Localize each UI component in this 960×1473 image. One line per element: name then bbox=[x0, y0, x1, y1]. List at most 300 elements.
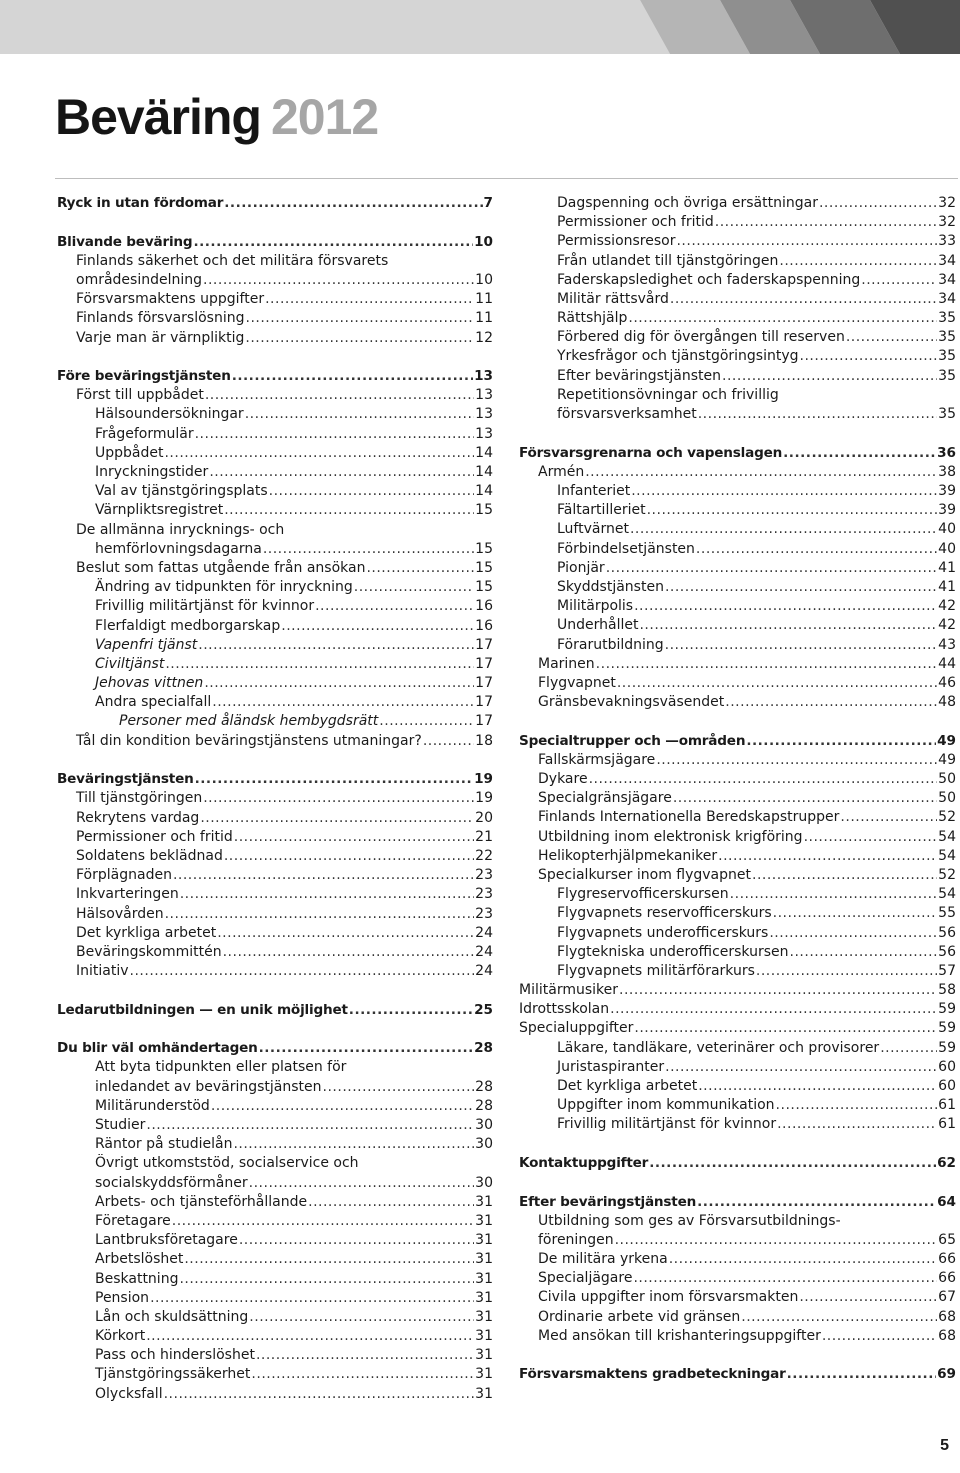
toc-entry-title: Finlands Internationella Beredskapstrupper bbox=[538, 809, 840, 826]
toc-entry-page: 13 bbox=[475, 425, 493, 442]
toc-leader-dots bbox=[639, 616, 937, 635]
toc-leader-dots bbox=[205, 386, 474, 405]
toc-entry bbox=[519, 1327, 956, 1346]
toc-entry-page: 59 bbox=[938, 1039, 956, 1056]
toc-entry bbox=[519, 789, 956, 808]
toc-entry bbox=[57, 271, 493, 290]
toc-entry-title: Flygvapnets militärförarkurs bbox=[557, 962, 755, 979]
toc-leader-dots bbox=[234, 828, 474, 847]
toc-entry-page: 46 bbox=[938, 674, 956, 691]
toc-leader-dots bbox=[150, 1289, 474, 1308]
toc-entry bbox=[519, 885, 956, 904]
toc-leader-dots bbox=[619, 981, 937, 1000]
toc-entry-page: 23 bbox=[475, 905, 493, 922]
toc-entry-page: 21 bbox=[475, 828, 493, 845]
toc-leader-dots bbox=[790, 943, 938, 962]
toc-entry-title: Militärunderstöd bbox=[95, 1097, 210, 1114]
toc-entry bbox=[519, 1308, 956, 1327]
toc-entry-page: 42 bbox=[938, 598, 956, 615]
toc-leader-dots bbox=[776, 1096, 938, 1115]
toc-entry-page: 36 bbox=[937, 444, 956, 461]
toc-entry bbox=[57, 329, 493, 348]
toc-entry-page: 17 bbox=[475, 636, 493, 653]
toc-entry-title: föreningen bbox=[538, 1231, 614, 1248]
toc-entry bbox=[519, 1077, 956, 1096]
toc-entry-page: 61 bbox=[938, 1097, 956, 1114]
toc-leader-dots bbox=[606, 559, 937, 578]
toc-entry bbox=[519, 847, 956, 866]
toc-entry-title: Flerfaldigt medborgarskap bbox=[95, 617, 281, 634]
toc-entry-page: 17 bbox=[475, 713, 493, 730]
toc-leader-dots bbox=[212, 693, 474, 712]
toc-section-heading bbox=[519, 444, 956, 463]
toc-entry bbox=[57, 1212, 493, 1231]
toc-entry bbox=[57, 1193, 493, 1212]
toc-entry bbox=[57, 1385, 493, 1404]
toc-entry bbox=[519, 808, 956, 827]
toc-entry-page: 24 bbox=[475, 943, 493, 960]
toc-entry bbox=[519, 1250, 956, 1269]
toc-entry bbox=[57, 1327, 493, 1346]
toc-entry-page: 24 bbox=[475, 924, 493, 941]
toc-entry bbox=[519, 520, 956, 539]
toc-entry-title: Efter beväringstjänsten bbox=[519, 1193, 697, 1210]
toc-entry-title: Specialuppgifter bbox=[519, 1020, 634, 1037]
toc-entry bbox=[57, 1308, 493, 1327]
toc-entry-title: Permissioner och fritid bbox=[76, 828, 233, 845]
toc-entry bbox=[57, 1154, 493, 1173]
toc-leader-dots bbox=[180, 885, 474, 904]
toc-entry-title: Flygvapnets reservofficerskurs bbox=[557, 905, 772, 922]
toc-leader-dots bbox=[349, 1001, 473, 1020]
toc-entry-title: Flygvapnet bbox=[538, 674, 616, 691]
toc-entry-page: 41 bbox=[938, 578, 956, 595]
toc-spacer bbox=[57, 751, 493, 770]
toc-leader-dots bbox=[233, 1135, 474, 1154]
toc-entry-title: Armén bbox=[538, 463, 585, 480]
toc-leader-dots bbox=[649, 1154, 936, 1173]
toc-entry-page: 35 bbox=[938, 329, 956, 346]
toc-leader-dots bbox=[730, 885, 938, 904]
toc-entry-page: 7 bbox=[483, 194, 493, 211]
toc-entry-page: 44 bbox=[938, 655, 956, 672]
toc-entry-page: 23 bbox=[475, 886, 493, 903]
toc-entry-page: 31 bbox=[475, 1308, 493, 1325]
toc-entry-page: 23 bbox=[475, 867, 493, 884]
toc-entry bbox=[519, 328, 956, 347]
toc-entry bbox=[57, 674, 493, 693]
toc-entry-title: Med ansökan till krishanteringsuppgifter bbox=[538, 1327, 821, 1344]
toc-entry-title: Blivande beväring bbox=[57, 233, 193, 250]
toc-entry-title: Yrkesfrågor och tjänstgöringsintyg bbox=[557, 348, 799, 365]
toc-entry-page: 50 bbox=[938, 790, 956, 807]
toc-entry-title: Läkare, tandläkare, veterinärer och provisorer bbox=[557, 1039, 880, 1056]
toc-entry-title: Försvarsmaktens gradbeteckningar bbox=[519, 1366, 786, 1383]
toc-entry-page: 13 bbox=[474, 368, 493, 385]
toc-entry-page: 66 bbox=[938, 1251, 956, 1268]
toc-section-heading bbox=[519, 732, 956, 751]
toc-entry-title: Flygtekniska underofficerskursen bbox=[557, 943, 789, 960]
toc-entry-title: Militär rättsvård bbox=[557, 290, 669, 307]
toc-entry-title: försvarsverksamhet bbox=[557, 406, 697, 423]
toc-entry bbox=[57, 809, 493, 828]
toc-entry bbox=[519, 578, 956, 597]
toc-leader-dots bbox=[722, 367, 937, 386]
toc-entry bbox=[57, 693, 493, 712]
toc-entry-page: 68 bbox=[938, 1308, 956, 1325]
toc-entry-title: Tjänstgöringssäkerhet bbox=[95, 1366, 251, 1383]
toc-leader-dots bbox=[585, 463, 937, 482]
toc-leader-dots bbox=[630, 520, 937, 539]
toc-entry bbox=[519, 866, 956, 885]
toc-leader-dots bbox=[239, 1231, 474, 1250]
toc-entry-page: 30 bbox=[475, 1136, 493, 1153]
toc-entry-title: Uppgifter inom kommunikation bbox=[557, 1097, 775, 1114]
toc-leader-dots bbox=[146, 1327, 474, 1346]
toc-entry-page: 19 bbox=[474, 771, 493, 788]
toc-entry-page: 34 bbox=[938, 252, 956, 269]
toc-entry bbox=[57, 1231, 493, 1250]
toc-entry bbox=[519, 194, 956, 213]
toc-entry-page: 59 bbox=[938, 1020, 956, 1037]
toc-entry bbox=[519, 1289, 956, 1308]
toc-entry bbox=[57, 847, 493, 866]
toc-entry bbox=[57, 425, 493, 444]
toc-entry-title: Förarutbildning bbox=[557, 636, 664, 653]
toc-entry bbox=[57, 597, 493, 616]
toc-entry-page: 58 bbox=[938, 982, 956, 999]
toc-entry bbox=[57, 1270, 493, 1289]
toc-leader-dots bbox=[224, 501, 474, 520]
toc-entry bbox=[57, 1097, 493, 1116]
toc-leader-dots bbox=[698, 1077, 937, 1096]
toc-entry bbox=[519, 309, 956, 328]
toc-entry-title: Till tjänstgöringen bbox=[76, 790, 203, 807]
toc-entry-page: 30 bbox=[475, 1174, 493, 1191]
toc-entry bbox=[519, 1019, 956, 1038]
toc-entry-page: 20 bbox=[475, 809, 493, 826]
toc-section-heading bbox=[519, 1193, 956, 1212]
toc-entry bbox=[519, 904, 956, 923]
toc-entry-page: 28 bbox=[475, 1097, 493, 1114]
toc-entry-title: Beväringstjänsten bbox=[57, 771, 194, 788]
toc-entry-title: Specialgränsjägare bbox=[538, 790, 672, 807]
toc-entry-page: 54 bbox=[938, 847, 956, 864]
toc-leader-dots bbox=[195, 425, 475, 444]
toc-leader-dots bbox=[676, 232, 937, 251]
toc-entry-page: 33 bbox=[938, 233, 956, 250]
toc-entry-page: 31 bbox=[475, 1193, 493, 1210]
toc-leader-dots bbox=[610, 1000, 937, 1019]
toc-entry-page: 42 bbox=[938, 617, 956, 634]
toc-entry-page: 54 bbox=[938, 886, 956, 903]
toc-leader-dots bbox=[245, 405, 474, 424]
toc-entry-title: Helikopterhjälpmekaniker bbox=[538, 847, 718, 864]
toc-entry-title: Uppbådet bbox=[95, 444, 164, 461]
toc-entry-title: Utbildning inom elektronisk krigföring bbox=[538, 828, 803, 845]
toc-entry-page: 16 bbox=[475, 617, 493, 634]
toc-entry-title: områdesindelning bbox=[76, 271, 203, 288]
toc-entry bbox=[519, 348, 956, 367]
toc-entry-page: 68 bbox=[938, 1327, 956, 1344]
toc-entry bbox=[519, 501, 956, 520]
toc-entry-page: 56 bbox=[938, 943, 956, 960]
toc-entry-page: 64 bbox=[937, 1193, 956, 1210]
toc-entry bbox=[519, 290, 956, 309]
toc-entry-page: 31 bbox=[475, 1251, 493, 1268]
header-ribbon bbox=[0, 0, 960, 54]
toc-entry bbox=[57, 501, 493, 520]
toc-leader-dots bbox=[665, 578, 937, 597]
toc-spacer bbox=[57, 348, 493, 367]
toc-entry-page: 13 bbox=[475, 387, 493, 404]
toc-entry bbox=[519, 636, 956, 655]
toc-entry-page: 31 bbox=[475, 1385, 493, 1402]
toc-entry-title: Det kyrkliga arbetet bbox=[557, 1078, 698, 1095]
toc-leader-dots bbox=[715, 213, 937, 232]
toc-entry-page: 35 bbox=[938, 310, 956, 327]
toc-entry-title: socialskyddsförmåner bbox=[95, 1174, 248, 1191]
toc-leader-dots bbox=[211, 1097, 474, 1116]
toc-entry-title: Skyddstjänsten bbox=[557, 578, 664, 595]
toc-spacer bbox=[519, 712, 956, 731]
toc-entry-title: Att byta tidpunkten eller platsen för bbox=[95, 1059, 347, 1076]
toc-entry-title: Jehovas vittnen bbox=[95, 675, 204, 692]
toc-leader-dots bbox=[822, 1327, 937, 1346]
toc-entry-page: 50 bbox=[938, 771, 956, 788]
toc-entry-title: Rättshjälp bbox=[557, 310, 628, 327]
toc-leader-dots bbox=[670, 290, 937, 309]
toc-left-column bbox=[57, 194, 493, 1404]
toc-entry-title: Civiltjänst bbox=[95, 655, 165, 672]
toc-leader-dots bbox=[665, 636, 938, 655]
toc-entry-title: Utbildning som ges av Försvarsutbildnings- bbox=[538, 1212, 841, 1229]
toc-leader-dots bbox=[628, 309, 937, 328]
toc-entry-title: Företagare bbox=[95, 1212, 171, 1229]
toc-entry-page: 52 bbox=[938, 866, 956, 883]
toc-entry-page: 34 bbox=[938, 290, 956, 307]
toc-entry-title: Rekrytens vardag bbox=[76, 809, 200, 826]
toc-entry-title: Hälsoundersökningar bbox=[95, 406, 244, 423]
toc-entry bbox=[519, 1039, 956, 1058]
toc-entry-title: Fallskärmsjägare bbox=[538, 751, 656, 768]
toc-entry-title: Ordinarie arbete vid gränsen bbox=[538, 1308, 741, 1325]
toc-leader-dots bbox=[164, 444, 474, 463]
toc-entry bbox=[519, 232, 956, 251]
toc-entry-page: 13 bbox=[475, 406, 493, 423]
toc-entry-title: Först till uppbådet bbox=[76, 387, 204, 404]
toc-leader-dots bbox=[673, 789, 937, 808]
toc-entry-title: Värnpliktsregistret bbox=[95, 502, 224, 519]
toc-leader-dots bbox=[130, 962, 475, 981]
toc-entry-title: Finlands säkerhet och det militära försvarets bbox=[76, 252, 389, 269]
toc-leader-dots bbox=[259, 1039, 473, 1058]
title-divider bbox=[55, 178, 958, 179]
toc-entry-page: 14 bbox=[475, 444, 493, 461]
toc-entry-title: Frågeformulär bbox=[95, 425, 194, 442]
toc-entry-title: Beslut som fattas utgående från ansökan bbox=[76, 559, 366, 576]
toc-entry bbox=[57, 1289, 493, 1308]
toc-entry bbox=[519, 559, 956, 578]
toc-leader-dots bbox=[634, 597, 937, 616]
toc-leader-dots bbox=[232, 367, 473, 386]
toc-section-heading bbox=[57, 770, 493, 789]
toc-entry-page: 22 bbox=[475, 847, 493, 864]
toc-leader-dots bbox=[746, 732, 936, 751]
toc-entry-page: 19 bbox=[475, 790, 493, 807]
toc-entry-title: Förbered dig för övergången till reserven bbox=[557, 329, 845, 346]
toc-entry-title: Det kyrkliga arbetet bbox=[76, 924, 217, 941]
page-title bbox=[55, 89, 379, 145]
toc-entry-title: Soldatens beklädnad bbox=[76, 847, 223, 864]
toc-entry bbox=[57, 828, 493, 847]
toc-spacer bbox=[519, 1135, 956, 1154]
toc-leader-dots bbox=[164, 1385, 475, 1404]
toc-entry-title: Övrigt utkomststöd, socialservice och bbox=[95, 1155, 359, 1172]
toc-leader-dots bbox=[819, 194, 937, 213]
toc-entry-title: Militärmusiker bbox=[519, 982, 618, 999]
toc-entry-title: Dagspenning och övriga ersättningar bbox=[557, 194, 818, 211]
page-number: 5 bbox=[940, 1437, 949, 1454]
toc-leader-dots bbox=[203, 789, 474, 808]
toc-entry-title: Studier bbox=[95, 1117, 146, 1133]
toc-right-column bbox=[519, 194, 956, 1385]
toc-leader-dots bbox=[756, 962, 937, 981]
toc-leader-dots bbox=[172, 1212, 474, 1231]
toc-entry-page: 31 bbox=[475, 1212, 493, 1229]
toc-entry bbox=[57, 1135, 493, 1154]
toc-entry bbox=[519, 1096, 956, 1115]
toc-leader-dots bbox=[209, 463, 474, 482]
toc-entry bbox=[57, 1078, 493, 1097]
toc-entry-page: 18 bbox=[475, 732, 493, 749]
toc-entry-page: 65 bbox=[938, 1231, 956, 1248]
title-text: Beväring bbox=[55, 89, 261, 145]
toc-entry-title: Permissionsresor bbox=[557, 233, 676, 250]
toc-entry bbox=[519, 1000, 956, 1019]
toc-entry bbox=[519, 616, 956, 635]
toc-entry-title: Försvarsmaktens uppgifter bbox=[76, 291, 265, 308]
toc-spacer bbox=[519, 1346, 956, 1365]
toc-leader-dots bbox=[665, 1058, 937, 1077]
toc-entry-page: 40 bbox=[938, 521, 956, 538]
toc-entry-title: Gränsbevakningsväsendet bbox=[538, 694, 725, 711]
toc-leader-dots bbox=[173, 866, 474, 885]
toc-leader-dots bbox=[256, 1346, 474, 1365]
toc-leader-dots bbox=[366, 559, 474, 578]
toc-entry-page: 31 bbox=[475, 1289, 493, 1306]
toc-entry-page: 35 bbox=[938, 367, 956, 384]
toc-entry bbox=[519, 252, 956, 271]
toc-entry-title: De militära yrkena bbox=[538, 1251, 668, 1268]
toc-leader-dots bbox=[224, 847, 474, 866]
toc-entry-title: Pension bbox=[95, 1289, 150, 1306]
toc-spacer bbox=[57, 213, 493, 232]
toc-leader-dots bbox=[656, 751, 937, 770]
toc-entry-title: Underhållet bbox=[557, 617, 639, 634]
toc-entry-page: 48 bbox=[938, 694, 956, 711]
toc-entry-page: 10 bbox=[475, 271, 493, 288]
toc-entry-page: 60 bbox=[938, 1058, 956, 1075]
toc-entry-title: Finlands försvarslösning bbox=[76, 310, 245, 327]
toc-entry-title: Andra specialfall bbox=[95, 694, 212, 711]
toc-entry-title: inledandet av beväringstjänsten bbox=[95, 1078, 322, 1095]
toc-entry bbox=[519, 924, 956, 943]
toc-entry-page: 25 bbox=[474, 1001, 493, 1018]
toc-entry-title: Frivillig militärtjänst för kvinnor bbox=[95, 598, 315, 615]
toc-entry-title: Pass och hinderslöshet bbox=[95, 1347, 255, 1364]
toc-entry-page: 17 bbox=[475, 655, 493, 672]
toc-entry-title: Förbindelsetjänsten bbox=[557, 540, 695, 557]
toc-entry bbox=[57, 1250, 493, 1269]
toc-leader-dots bbox=[246, 309, 475, 328]
toc-entry bbox=[519, 1115, 956, 1134]
toc-leader-dots bbox=[379, 712, 474, 731]
toc-entry-page: 69 bbox=[937, 1366, 956, 1383]
toc-entry bbox=[57, 636, 493, 655]
toc-leader-dots bbox=[779, 252, 937, 271]
toc-entry-page: 28 bbox=[474, 1040, 493, 1057]
toc-leader-dots bbox=[263, 540, 474, 559]
toc-leader-dots bbox=[773, 904, 938, 923]
toc-entry bbox=[57, 540, 493, 559]
toc-leader-dots bbox=[193, 233, 473, 252]
toc-leader-dots bbox=[265, 290, 474, 309]
toc-entry bbox=[57, 521, 493, 540]
toc-leader-dots bbox=[633, 1269, 937, 1288]
toc-leader-dots bbox=[804, 828, 938, 847]
toc-leader-dots bbox=[846, 328, 937, 347]
toc-leader-dots bbox=[315, 597, 474, 616]
toc-entry-page: 61 bbox=[938, 1116, 956, 1133]
toc-leader-dots bbox=[698, 405, 937, 424]
toc-entry bbox=[57, 712, 493, 731]
toc-entry-page: 31 bbox=[475, 1366, 493, 1383]
toc-leader-dots bbox=[165, 905, 475, 924]
toc-entry bbox=[57, 885, 493, 904]
toc-leader-dots bbox=[269, 482, 475, 501]
toc-entry-page: 59 bbox=[938, 1001, 956, 1018]
toc-entry bbox=[57, 578, 493, 597]
toc-entry-page: 15 bbox=[475, 502, 493, 519]
toc-entry-title: Dykare bbox=[538, 771, 588, 788]
toc-leader-dots bbox=[777, 1115, 937, 1134]
toc-leader-dots bbox=[251, 1365, 474, 1384]
toc-entry-title: Val av tjänstgöringsplats bbox=[95, 483, 268, 500]
toc-entry-title: Specialkurser inom flygvapnet bbox=[538, 866, 751, 883]
toc-entry bbox=[519, 597, 956, 616]
toc-entry bbox=[519, 1212, 956, 1231]
toc-entry-page: 54 bbox=[938, 828, 956, 845]
toc-entry-page: 28 bbox=[475, 1078, 493, 1095]
toc-entry bbox=[519, 1231, 956, 1250]
toc-entry bbox=[519, 674, 956, 693]
toc-leader-dots bbox=[596, 655, 938, 674]
toc-entry-page: 15 bbox=[475, 540, 493, 557]
toc-entry bbox=[519, 1058, 956, 1077]
toc-entry bbox=[57, 482, 493, 501]
toc-leader-dots bbox=[718, 847, 937, 866]
toc-leader-dots bbox=[217, 924, 474, 943]
toc-leader-dots bbox=[631, 482, 937, 501]
toc-leader-dots bbox=[696, 540, 937, 559]
toc-leader-dots bbox=[146, 1116, 474, 1135]
toc-entry-page: 55 bbox=[938, 905, 956, 922]
toc-entry bbox=[519, 828, 956, 847]
toc-leader-dots bbox=[423, 732, 474, 751]
toc-entry-page: 32 bbox=[938, 194, 956, 211]
toc-entry bbox=[519, 770, 956, 789]
